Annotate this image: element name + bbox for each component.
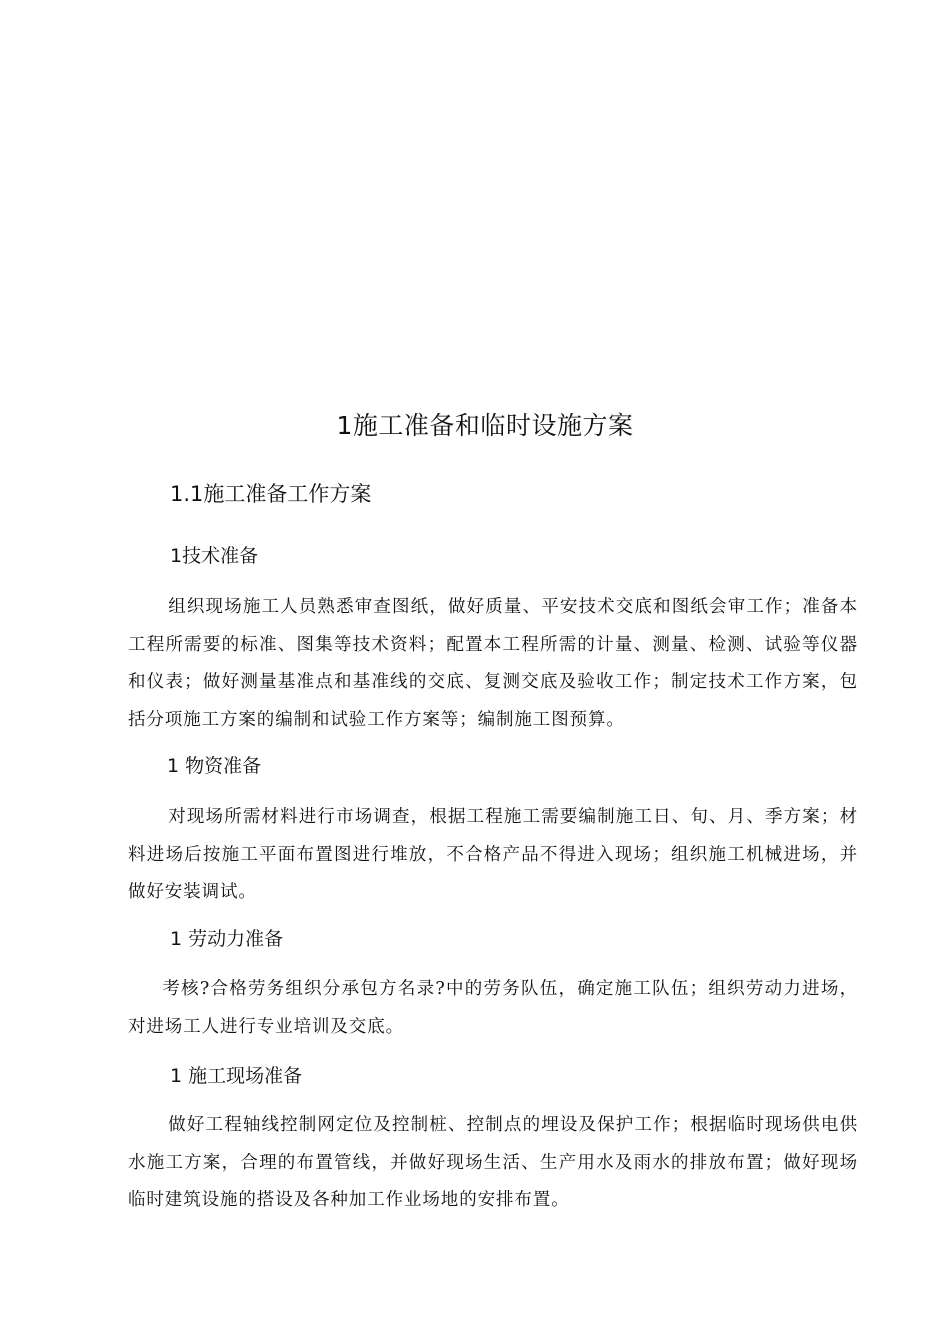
subheading-labor-prep: 1 劳动力准备 [170,928,284,950]
subheading-technical-prep: 1技术准备 [170,545,259,567]
subheading-site-prep: 1 施工现场准备 [170,1065,303,1087]
section-title: 1.1施工准备工作方案 [170,482,372,506]
paragraph-text: 对现场所需材料进行市场调查，根据工程施工需要编制施工日、旬、月、季方案；材料进场后按施工平面布置图进行堆放，不合格产品不得进入现场；组织施工机械进场，并做好安装调试。 [128,807,858,902]
paragraph-technical-prep [128,589,858,739]
page-title: 1施工准备和临时设施方案 [336,411,634,440]
subheading-materials-prep: 1 物资准备 [167,755,262,777]
paragraph-site-prep [128,1107,858,1220]
paragraph-labor-prep [128,971,858,1046]
paragraph-text: 组织现场施工人员熟悉审查图纸，做好质量、平安技术交底和图纸会审工作；准备本工程所需要的标准、图集等技术资料；配置本工程所需的计量、测量、检测、试验等仪器和仪表；做好测量基准点和基准线的交底、复测交底及验收工作；制定技术工作方案，包括分项施工方案的编制和试验工作方案等；编制施工图预算。 [128,597,858,730]
paragraph-text: 考核?合格劳务组织分承包方名录?中的劳务队伍，确定施工队伍；组织劳动力进场，对进场工人进行专业培训及交底。 [128,979,858,1037]
paragraph-materials-prep [128,799,858,912]
paragraph-text: 做好工程轴线控制网定位及控制桩、控制点的埋设及保护工作；根据临时现场供电供水施工方案，合理的布置管线，并做好现场生活、生产用水及雨水的排放布置；做好现场临时建筑设施的搭设及各种加工作业场地的安排布置。 [128,1115,858,1210]
